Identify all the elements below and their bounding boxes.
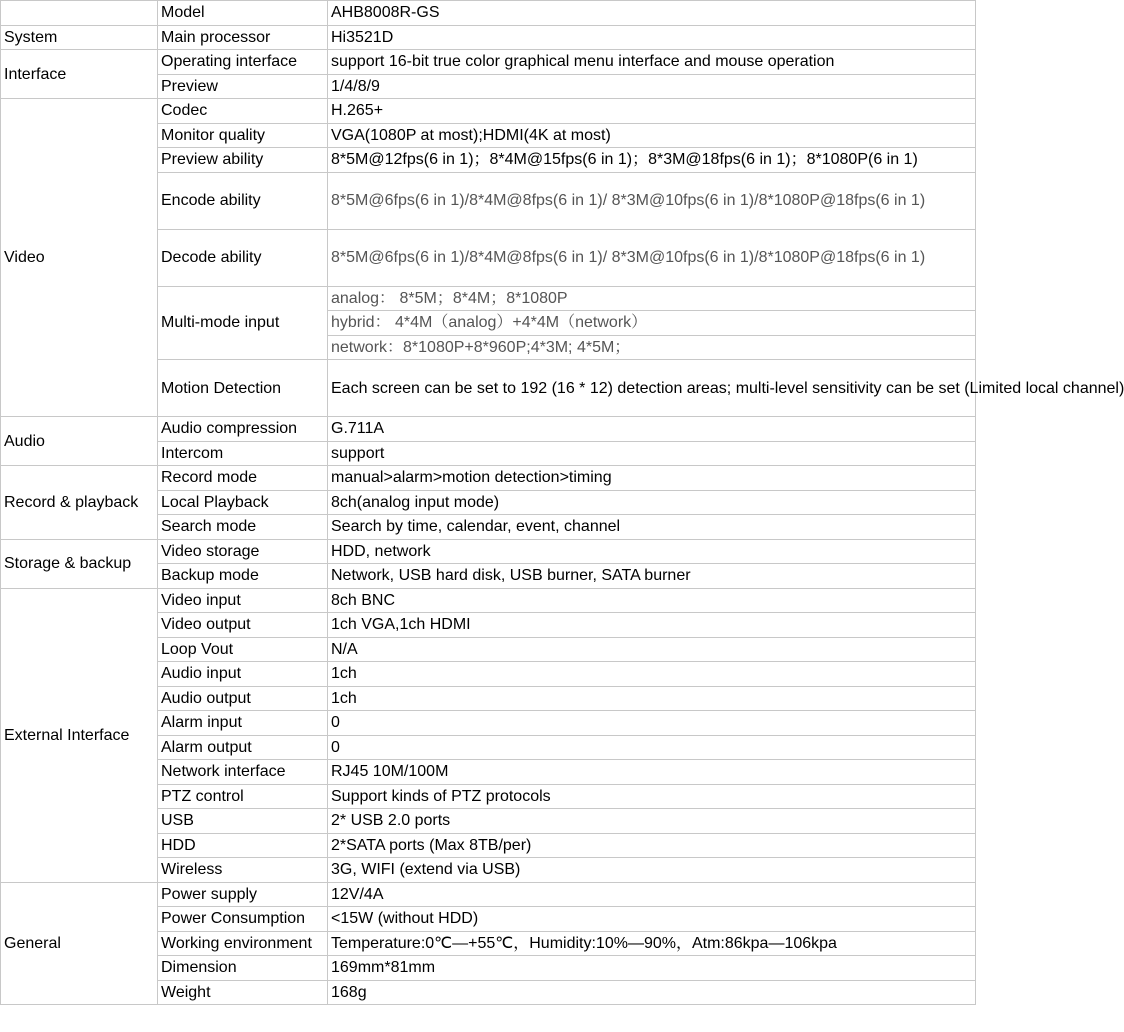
field-cell: HDD <box>158 833 328 858</box>
field-cell: Network interface <box>158 760 328 785</box>
table-row <box>1 25 976 50</box>
field-cell: Record mode <box>158 466 328 491</box>
value-cell: 8ch BNC <box>328 588 976 613</box>
field-cell: Intercom <box>158 441 328 466</box>
value-cell: support <box>328 441 976 466</box>
value-cell: analog： 8*5M；8*4M；8*1080P <box>328 286 976 311</box>
field-cell: Loop Vout <box>158 637 328 662</box>
table-row <box>1 539 976 564</box>
value-cell: network：8*1080P+8*960P;4*3M; 4*5M； <box>328 335 976 360</box>
field-cell: Dimension <box>158 956 328 981</box>
value-cell: support 16-bit true color graphical menu interface and mouse operation <box>328 50 976 75</box>
table-row <box>1 1 976 26</box>
field-cell: Multi-mode input <box>158 286 328 360</box>
value-cell: Network, USB hard disk, USB burner, SATA burner <box>328 564 976 589</box>
field-cell: USB <box>158 809 328 834</box>
value-cell: 2* USB 2.0 ports <box>328 809 976 834</box>
field-cell: Alarm output <box>158 735 328 760</box>
field-cell: Backup mode <box>158 564 328 589</box>
value-cell: N/A <box>328 637 976 662</box>
value-cell: 8ch(analog input mode) <box>328 490 976 515</box>
field-cell: Codec <box>158 99 328 124</box>
value-cell: <15W (without HDD) <box>328 907 976 932</box>
field-cell: Preview <box>158 74 328 99</box>
value-cell: 169mm*81mm <box>328 956 976 981</box>
value-cell: 8*5M@6fps(6 in 1)/8*4M@8fps(6 in 1)/ 8*3M@10fps(6 in 1)/8*1080P@18fps(6 in 1) <box>328 172 976 229</box>
category-cell: System <box>1 25 158 50</box>
category-cell: Storage & backup <box>1 539 158 588</box>
field-cell: Operating interface <box>158 50 328 75</box>
field-cell: Search mode <box>158 515 328 540</box>
value-cell: manual>alarm>motion detection>timing <box>328 466 976 491</box>
field-cell: Power supply <box>158 882 328 907</box>
field-cell: Video input <box>158 588 328 613</box>
field-cell: Alarm input <box>158 711 328 736</box>
value-cell: AHB8008R-GS <box>328 1 976 26</box>
table-row <box>1 588 976 613</box>
value-cell: 0 <box>328 735 976 760</box>
value-cell: H.265+ <box>328 99 976 124</box>
value-cell: 12V/4A <box>328 882 976 907</box>
value-cell: Search by time, calendar, event, channel <box>328 515 976 540</box>
category-cell: Interface <box>1 50 158 99</box>
field-cell: Video storage <box>158 539 328 564</box>
value-cell: Temperature:0℃—+55℃，Humidity:10%—90%，Atm:86kpa—106kpa <box>328 931 976 956</box>
category-cell: Audio <box>1 417 158 466</box>
field-cell: Video output <box>158 613 328 638</box>
field-cell: Encode ability <box>158 172 328 229</box>
value-cell: Hi3521D <box>328 25 976 50</box>
field-cell: Wireless <box>158 858 328 883</box>
field-cell: Local Playback <box>158 490 328 515</box>
field-cell: Audio input <box>158 662 328 687</box>
field-cell: Monitor quality <box>158 123 328 148</box>
value-cell: 1ch VGA,1ch HDMI <box>328 613 976 638</box>
value-cell: G.711A <box>328 417 976 442</box>
value-cell: 1ch <box>328 686 976 711</box>
field-cell: Model <box>158 1 328 26</box>
table-row <box>1 882 976 907</box>
value-cell: 2*SATA ports (Max 8TB/per) <box>328 833 976 858</box>
field-cell: Motion Detection <box>158 360 328 417</box>
value-cell: Support kinds of PTZ protocols <box>328 784 976 809</box>
field-cell: Audio compression <box>158 417 328 442</box>
field-cell: Working environment <box>158 931 328 956</box>
value-cell: 168g <box>328 980 976 1005</box>
field-cell: Power Consumption <box>158 907 328 932</box>
value-cell: 8*5M@6fps(6 in 1)/8*4M@8fps(6 in 1)/ 8*3M@10fps(6 in 1)/8*1080P@18fps(6 in 1) <box>328 229 976 286</box>
value-cell: hybrid： 4*4M（analog）+4*4M（network） <box>328 311 976 336</box>
table-row <box>1 466 976 491</box>
value-cell: 1ch <box>328 662 976 687</box>
value-cell: HDD, network <box>328 539 976 564</box>
value-cell: 8*5M@12fps(6 in 1)；8*4M@15fps(6 in 1)；8*3M@18fps(6 in 1)；8*1080P(6 in 1) <box>328 148 976 173</box>
field-cell: Decode ability <box>158 229 328 286</box>
value-cell: VGA(1080P at most);HDMI(4K at most) <box>328 123 976 148</box>
value-cell: 1/4/8/9 <box>328 74 976 99</box>
field-cell: Audio output <box>158 686 328 711</box>
category-cell: Record & playback <box>1 466 158 540</box>
field-cell: PTZ control <box>158 784 328 809</box>
value-cell: RJ45 10M/100M <box>328 760 976 785</box>
field-cell: Preview ability <box>158 148 328 173</box>
table-row <box>1 417 976 442</box>
category-cell <box>1 1 158 26</box>
value-cell: Each screen can be set to 192 (16 * 12) detection areas; multi-level sensitivity can be set (Limited local channel) <box>328 360 976 417</box>
value-cell: 0 <box>328 711 976 736</box>
value-cell: 3G, WIFI (extend via USB) <box>328 858 976 883</box>
field-cell: Weight <box>158 980 328 1005</box>
category-cell: General <box>1 882 158 1005</box>
category-cell: Video <box>1 99 158 417</box>
table-row <box>1 99 976 124</box>
table-row <box>1 50 976 75</box>
category-cell: External Interface <box>1 588 158 882</box>
field-cell: Main processor <box>158 25 328 50</box>
